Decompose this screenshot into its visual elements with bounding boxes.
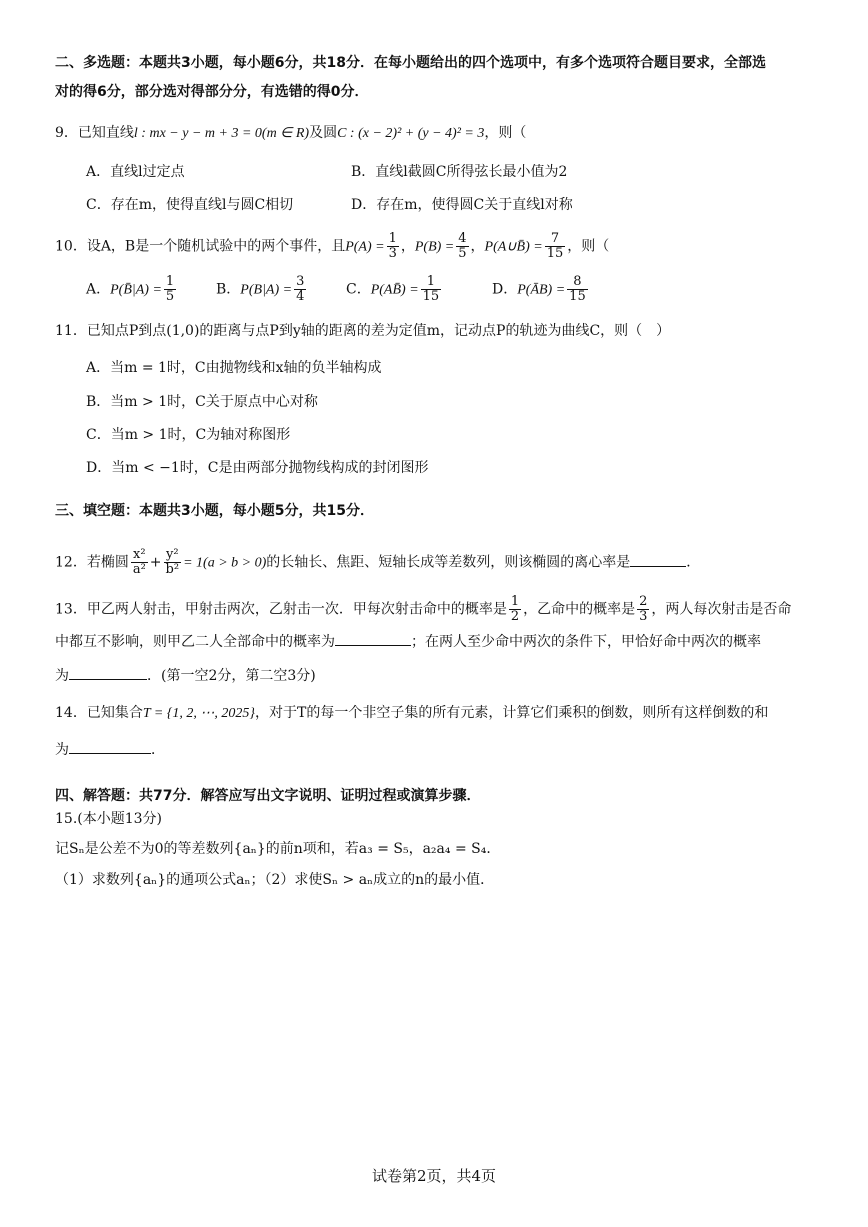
q10-c-den: 15 [422, 289, 440, 304]
q10-d-num: 8 [567, 275, 588, 290]
q10-a-expr: P(B̄|A) = [110, 282, 162, 298]
q9-stem-end: ，则（ [484, 125, 527, 141]
q14-answer-blank[interactable] [69, 739, 151, 754]
q10-pa-num: 1 [388, 231, 397, 246]
q12-text: 12．若椭圆 [55, 554, 129, 571]
q11-option-a: A．当m = 1时，C由抛物线和x轴的负半轴构成 [86, 360, 382, 376]
q14-set: T = {1, 2, ⋯, 2025} [142, 706, 256, 721]
q10-stem-text: 10．设A，B是一个随机试验中的两个事件，且 [55, 238, 346, 255]
q9-option-c: C．存在m，使得直线l与圆C相切 [86, 197, 294, 213]
question-10-stem: 10．设A，B是一个随机试验中的两个事件，且P(A) = $\frac{1}{3}$ ，P(B) = $\frac{4}{5}$ ，P(A∪B̄) = $\frac{7}{15}$ ，则（ [55, 231, 610, 261]
q13-fraction-1 [509, 595, 521, 624]
q12-condition: = 1(a > b > 0) [183, 555, 267, 571]
q10-pa-label: P(A) = [345, 239, 385, 255]
q12-y-fraction [164, 548, 182, 577]
q14-text: 14．已知集合 [55, 705, 143, 721]
question-12 [55, 548, 700, 577]
question-13-line2 [55, 631, 761, 652]
q14-end: ． [151, 742, 165, 758]
q10-pu-den: 15 [546, 246, 564, 261]
q11-option-c: C．当m > 1时，C为轴对称图形 [86, 427, 291, 443]
q10-c-num: 1 [421, 275, 442, 290]
q12-x-fraction [131, 548, 148, 577]
question-13-line3 [55, 665, 316, 686]
q10-pb-num: 4 [458, 231, 467, 246]
q10-option-b [216, 275, 308, 304]
q13-f1-num: 1 [510, 594, 520, 609]
q10-pa-fraction [387, 232, 399, 261]
q10-pu-num: 7 [545, 232, 566, 247]
q9-line-equation: l : mx − y − m + 3 = 0(m ∈ R) [133, 126, 310, 141]
q10-c-label: C． [346, 281, 371, 298]
section-2-heading-line1: 二、多选题：本题共3小题，每小题6分，共18分．在每小题给出的四个选项中，有多个选项符合题目要求，全部选 [55, 55, 766, 71]
section-4-heading: 四、解答题：共77分．解答应写出文字说明、证明过程或演算步骤． [55, 788, 481, 804]
q13-text3: ，两人每次射击是否命 [651, 601, 792, 618]
q10-pu-label: P(A∪B̄) = [484, 239, 543, 255]
section-2-heading-line2: 对的得6分，部分选对得部分分，有选错的得0分． [55, 84, 369, 100]
q10-c-fraction [421, 275, 442, 304]
q13-blank-1[interactable] [335, 631, 411, 646]
q12-b2: b² [165, 562, 180, 577]
question-13-line1 [55, 595, 791, 624]
q9-option-d: D．存在m，使得圆C关于直线l对称 [351, 197, 573, 213]
q10-pu-fraction [545, 232, 566, 261]
q10-a-label: A． [86, 281, 111, 298]
q10-d-den: 15 [569, 289, 586, 304]
q10-b-den: 4 [296, 289, 305, 304]
q12-answer-blank[interactable] [630, 552, 686, 567]
q13-line2-text: 中都互不影响，则甲乙二人全部命中的概率为 [55, 634, 335, 650]
q13-f2-num: 2 [639, 594, 648, 609]
q9-option-a: A．直线l过定点 [86, 164, 185, 180]
q13-f1-den: 2 [510, 609, 520, 624]
question-14-line2 [55, 739, 165, 760]
q10-b-fraction [294, 275, 306, 304]
q12-text2: 的长轴长、焦距、短轴长成等差数列，则该椭圆的离心率是 [266, 554, 631, 571]
q10-b-num: 3 [296, 274, 305, 289]
q10-d-expr: P(ĀB) = [517, 282, 566, 298]
question-11-stem: 11．已知点P到点(1,0)的距离与点P到y轴的距离的差为定值m，记动点P的轨迹为曲线C，则（ ） [55, 323, 671, 339]
page-footer: 试卷第2页，共4页 [371, 1167, 497, 1185]
q12-a2: a² [132, 562, 146, 577]
q12-y2: y² [164, 548, 182, 563]
q11-option-b: B．当m > 1时，C关于原点中心对称 [86, 394, 318, 410]
question-9-stem [55, 123, 526, 144]
q14-text2: ，对于T的每一个非空子集的所有元素，计算它们乘积的倒数，则所有这样倒数的和 [255, 705, 769, 721]
question-14-line1 [55, 703, 768, 724]
q9-option-b: B．直线l截圆C所得弦长最小值为2 [351, 164, 568, 180]
question-15-line2: （1）求数列{aₙ}的通项公式aₙ；（2）求使Sₙ > aₙ成立的n的最小值． [55, 872, 495, 888]
q10-stem-end: ，则（ [567, 238, 610, 255]
q13-line3-text: 为 [55, 668, 69, 684]
q10-c-expr: P(AB̄) = [370, 282, 419, 298]
q12-end: ． [686, 554, 701, 571]
q10-a-num: 1 [165, 274, 175, 289]
q10-a-den: 5 [165, 289, 175, 304]
q10-option-d [492, 275, 590, 304]
q10-d-fraction [567, 275, 588, 304]
q13-fraction-2 [637, 595, 649, 624]
q13-line3-text2: ．(第一空2分，第二空3分) [147, 668, 316, 684]
q10-pb-fraction [456, 232, 468, 261]
q10-pb-den: 5 [458, 246, 467, 261]
question-15-line1: 记Sₙ是公差不为0的等差数列{aₙ}的前n项和，若a₃ = S₅，a₂a₄ = S₄． [55, 841, 501, 857]
q11-option-d: D．当m < −1时，C是由两部分抛物线构成的封闭图形 [86, 460, 429, 476]
q9-stem-text2: 及圆 [309, 125, 338, 141]
q10-option-c [346, 275, 443, 304]
q10-pa-den: 3 [388, 246, 397, 261]
q14-line2-text: 为 [55, 742, 69, 758]
question-15-title: 15.(本小题13分) [55, 811, 163, 827]
q9-circle-equation: C : (x − 2)² + (y − 4)² = 3 [337, 126, 485, 141]
q10-pb-label: P(B) = [414, 239, 455, 255]
q10-d-label: D． [492, 281, 518, 298]
q12-plus: + [149, 554, 162, 571]
q10-a-fraction [164, 275, 176, 304]
q13-line2-text2: ；在两人至少命中两次的条件下，甲恰好命中两次的概率 [411, 634, 761, 650]
q13-f2-den: 3 [639, 609, 648, 624]
q10-option-a [86, 275, 178, 304]
q10-b-label: B． [216, 281, 241, 298]
q9-stem-text: 9．已知直线 [55, 125, 134, 141]
q13-blank-2[interactable] [69, 665, 147, 680]
section-3-heading: 三、填空题：本题共3小题，每小题5分，共15分． [55, 503, 374, 519]
q12-x2: x² [131, 548, 148, 563]
q13-text2: ，乙命中的概率是 [523, 601, 636, 618]
q13-text: 13．甲乙两人射击，甲射击两次，乙射击一次．甲每次射击命中的概率是 [55, 601, 507, 618]
q10-b-expr: P(B|A) = [240, 282, 293, 298]
